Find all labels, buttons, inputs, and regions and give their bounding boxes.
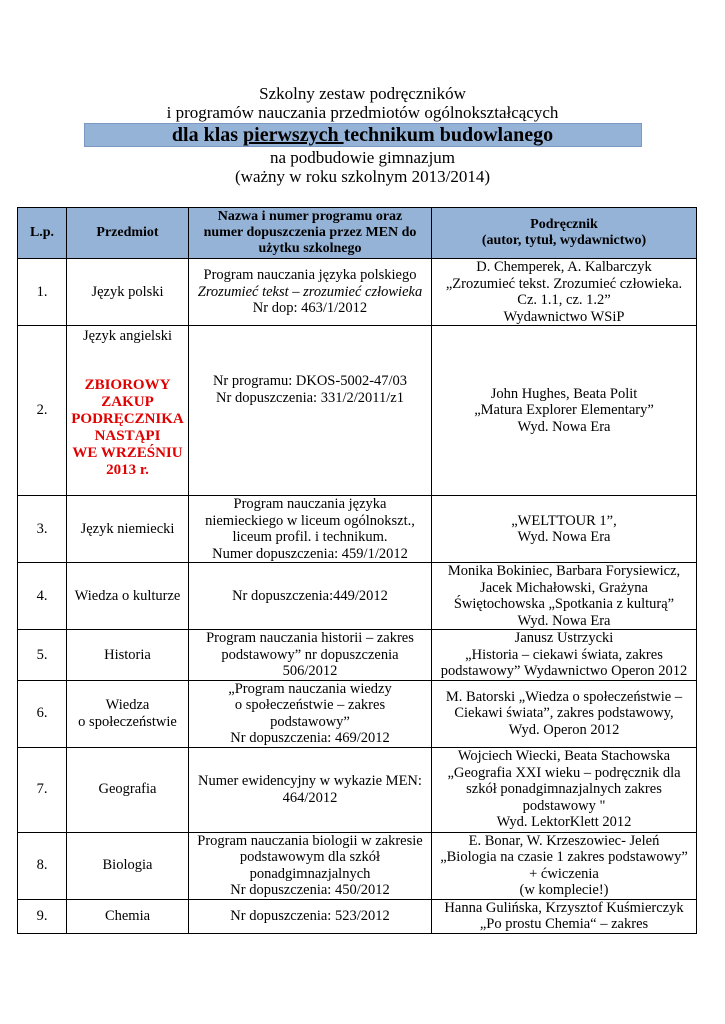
header-textbook: Podręcznik (autor, tytuł, wydawnictwo) [432,208,697,259]
row-program: Program nauczania biologii w zakresie podstawowym dla szkół ponadgimnazjalnych Nr dopuszczenia: 450/2012 [189,832,432,899]
header-line-1: Szkolny zestaw podręczników [259,84,466,103]
row-textbook: Monika Bokiniec, Barbara Forysiewicz, Jacek Michałowski, Grażyna Świętochowska „Spotkania z kulturą” Wyd. Nowa Era [432,563,697,630]
table-row [18,747,697,832]
row-program: Program nauczania języka polskiego Zrozumieć tekst – zrozumieć człowieka Nr dop: 463/1/2012 [189,259,432,326]
row-program: Nr programu: DKOS-5002-47/03 Nr dopuszczenia: 331/2/2011/z1 [189,326,432,496]
row-lp: 1. [18,259,67,326]
row-textbook: Janusz Ustrzycki „Historia – ciekawi świata, zakres podstawowy” Wydawnictwo Operon 2012 [432,630,697,681]
table-header-row [18,208,697,259]
row-lp: 4. [18,563,67,630]
row-textbook: D. Chemperek, A. Kalbarczyk „Zrozumieć tekst. Zrozumieć człowieka. Cz. 1.1, cz. 1.2” Wydawnictwo WSiP [432,259,697,326]
row-subject: Geografia [67,747,189,832]
row-textbook: Hanna Gulińska, Krzysztof Kuśmierczyk „Po prostu Chemia“ – zakres [432,899,697,933]
row-subject: Język angielski ZBIOROWY ZAKUP PODRĘCZNIKA NASTĄPI WE WRZEŚNIU 2013 r. [67,326,189,496]
table-row [18,680,697,747]
row-lp: 6. [18,680,67,747]
document-title: dla klas pierwszych technikum budowlanego [84,123,642,147]
row-program: Nr dopuszczenia: 523/2012 [189,899,432,933]
header-line-4: na podbudowie gimnazjum [269,148,456,167]
header-program: Nazwa i numer programu oraz numer dopuszczenia przez MEN do użytku szkolnego [189,208,432,259]
purchase-note: ZBIOROWY ZAKUP PODRĘCZNIKA NASTĄPI WE WRZEŚNIU 2013 r. [71,376,184,478]
row-subject: Język polski [67,259,189,326]
row-lp: 2. [18,326,67,496]
row-lp: 3. [18,496,67,563]
table-row [18,259,697,326]
row-lp: 8. [18,832,67,899]
table-row [18,899,697,933]
document-header [0,84,725,186]
row-textbook: John Hughes, Beata Polit „Matura Explorer Elementary” Wyd. Nowa Era [432,326,697,496]
row-subject: Wiedza o kulturze [67,563,189,630]
row-lp: 9. [18,899,67,933]
row-program: „Program nauczania wiedzy o społeczeństwie – zakres podstawowy” Nr dopuszczenia: 469/2012 [189,680,432,747]
row-lp: 5. [18,630,67,681]
row-textbook: „WELTTOUR 1”, Wyd. Nowa Era [432,496,697,563]
table-row [18,496,697,563]
row-lp: 7. [18,747,67,832]
header-subject: Przedmiot [67,208,189,259]
table-row [18,563,697,630]
table-row [18,832,697,899]
header-lp: L.p. [18,208,67,259]
row-subject: Biologia [67,832,189,899]
row-textbook: E. Bonar, W. Krzeszowiec- Jeleń „Biologia na czasie 1 zakres podstawowy” + ćwiczenia (w komplecie!) [432,832,697,899]
row-subject: Historia [67,630,189,681]
row-subject: Chemia [67,899,189,933]
row-textbook: Wojciech Wiecki, Beata Stachowska „Geografia XXI wieku – podręcznik dla szkół ponadgimnazjalnych zakres podstawowy " Wyd. LektorKlett 2012 [432,747,697,832]
row-subject: Wiedza o społeczeństwie [67,680,189,747]
row-program: Nr dopuszczenia:449/2012 [189,563,432,630]
row-program: Program nauczania języka niemieckiego w liceum ogólnokszt., liceum profil. i technikum. Numer dopuszczenia: 459/1/2012 [189,496,432,563]
textbook-table [17,207,697,934]
header-line-5: (ważny w roku szkolnym 2013/2014) [235,167,490,186]
row-textbook: M. Batorski „Wiedza o społeczeństwie – Ciekawi świata”, zakres podstawowy, Wyd. Operon 2012 [432,680,697,747]
row-program: Program nauczania historii – zakres podstawowy” nr dopuszczenia 506/2012 [189,630,432,681]
table-row [18,630,697,681]
header-line-2: i programów nauczania przedmiotów ogólnokształcących [166,103,559,122]
row-subject: Język niemiecki [67,496,189,563]
table-row [18,326,697,496]
row-program: Numer ewidencyjny w wykazie MEN: 464/2012 [189,747,432,832]
